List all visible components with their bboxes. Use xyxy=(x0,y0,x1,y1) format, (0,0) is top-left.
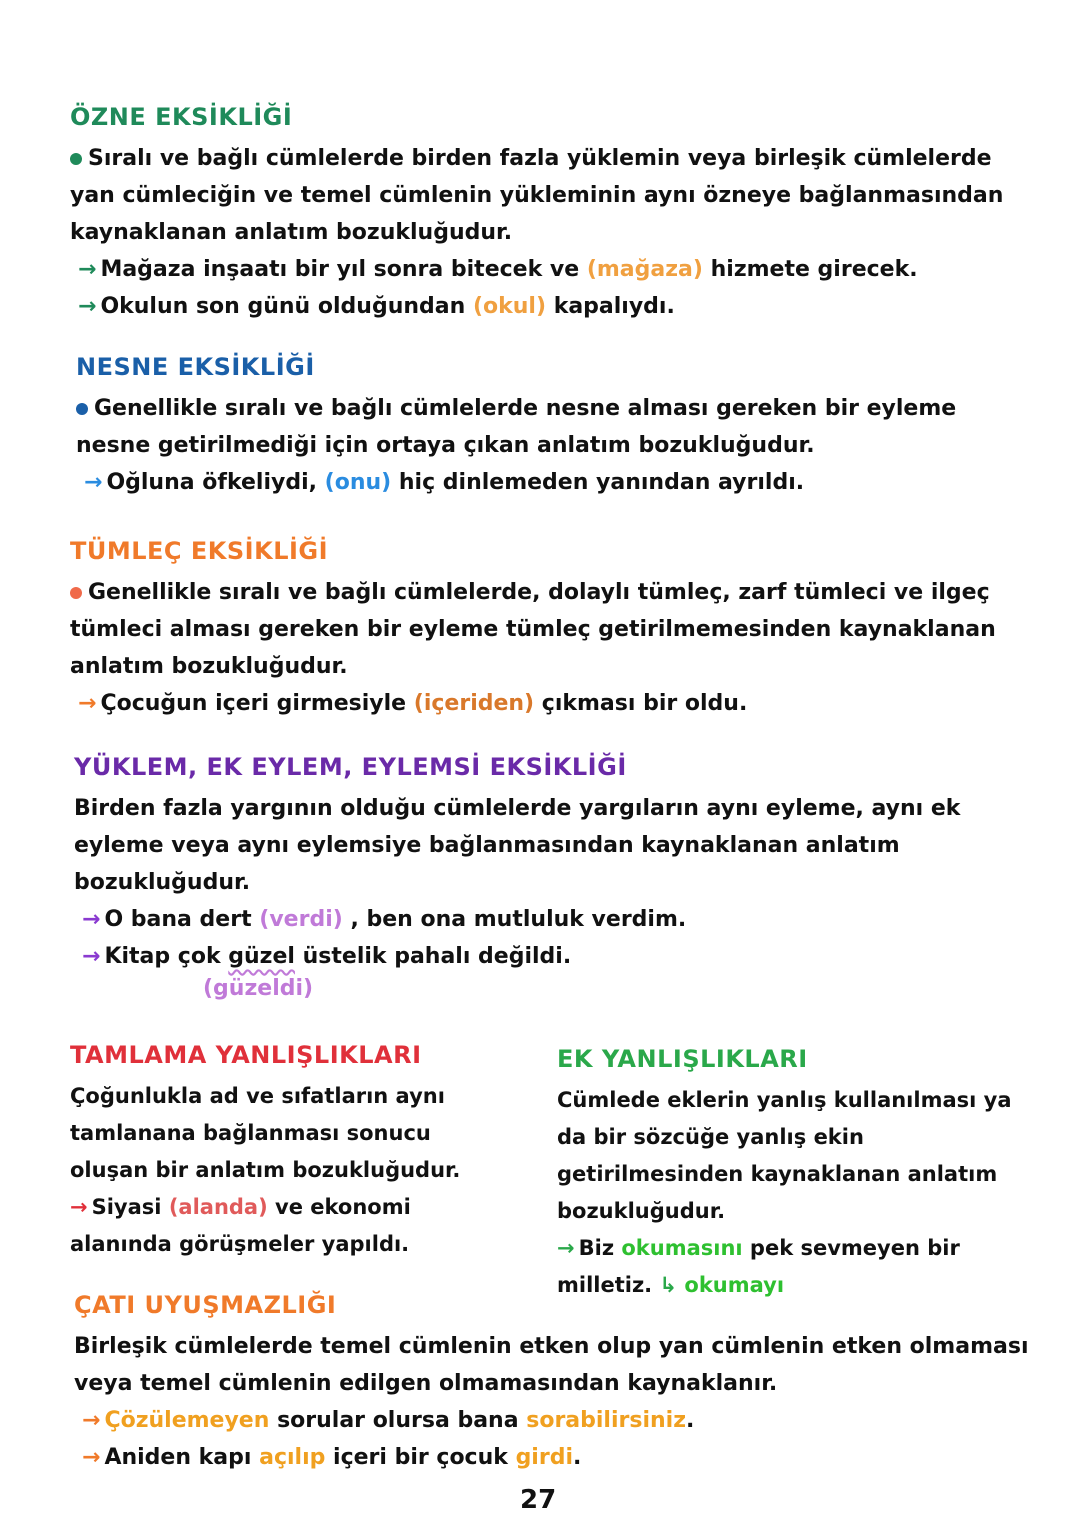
section-title: TAMLAMA YANLIŞLIKLARI xyxy=(70,1041,422,1069)
section-title: NESNE EKSİKLİĞİ xyxy=(76,353,315,381)
section-body: Birden fazla yargının olduğu cümlelerde yargıların aynı eyleme, aynı ek eyleme veya aynı eylemsiye bağlanmasından kaynaklanan anlatım bozukluğudur. xyxy=(74,796,961,895)
arrow-icon: → xyxy=(78,691,97,716)
arrow-icon: → xyxy=(78,294,97,319)
arrow-icon: → xyxy=(82,1408,101,1433)
example-line: → Kitap çok güzel üstelik pahalı değildi. xyxy=(82,944,572,969)
example-line: → Siyasi (alanda) ve ekonomi alanında görüşmeler yapıldı. xyxy=(70,1195,411,1256)
example-line: → Çözülemeyen sorular olursa bana sorabilirsiniz. xyxy=(82,1408,695,1433)
section-title: ÖZNE EKSİKLİĞİ xyxy=(70,103,293,131)
bullet-icon xyxy=(70,153,82,165)
section-body: Sıralı ve bağlı cümlelerde birden fazla yüklemin veya birleşik cümlelerde yan cümleciğin ve temel cümlenin yükleminin aynı özneye bağlanmasından kaynaklanan anlatım bozukluğudur. xyxy=(70,146,1004,245)
bullet-icon xyxy=(76,403,88,415)
arrow-icon: → xyxy=(82,1445,101,1470)
section-title: EK YANLIŞLIKLARI xyxy=(557,1045,808,1073)
example-line: → O bana dert (verdi) , ben ona mutluluk verdim. xyxy=(82,907,687,932)
bullet-icon xyxy=(70,587,82,599)
arrow-icon: → xyxy=(557,1236,575,1260)
section-body: Birleşik cümlelerde temel cümlenin etken olup yan cümlenin etken olmaması veya temel cümlenin edilgen olmamasından kaynaklanır. xyxy=(74,1334,1029,1396)
section-tamlama xyxy=(70,1040,510,1263)
example-line: → Okulun son günü olduğundan (okul) kapalıydı. xyxy=(78,294,675,319)
correction-note: (güzeldi) xyxy=(203,976,314,1001)
section-body: Genellikle sıralı ve bağlı cümlelerde, dolaylı tümleç, zarf tümleci ve ilgeç tümleci alması gereken bir eyleme tümleç getirilmemesinden kaynaklanan anlatım bozukluğudur. xyxy=(70,580,996,679)
section-ek xyxy=(557,1044,1037,1304)
example-line: → Aniden kapı açılıp içeri bir çocuk girdi. xyxy=(82,1445,582,1470)
section-body: Genellikle sıralı ve bağlı cümlelerde nesne alması gereken bir eyleme nesne getirilmediği için ortaya çıkan anlatım bozukluğudur. xyxy=(76,396,957,458)
section-yuklem xyxy=(74,752,1024,975)
arrow-icon: → xyxy=(78,257,97,282)
example-line: → Oğluna öfkeliydi, (onu) hiç dinlemeden yanından ayrıldı. xyxy=(84,470,805,495)
section-title: YÜKLEM, EK EYLEM, EYLEMSİ EKSİKLİĞİ xyxy=(74,753,627,781)
wavy-underline-word: güzel xyxy=(228,944,295,969)
page-number: 27 xyxy=(520,1485,557,1515)
section-cati xyxy=(74,1290,1034,1476)
arrow-icon: → xyxy=(70,1195,88,1219)
section-body: Cümlede eklerin yanlış kullanılması ya da bir sözcüğe yanlış ekin getirilmesinden kaynaklanan anlatım bozukluğudur. xyxy=(557,1088,1012,1223)
curved-arrow-icon: ↳ xyxy=(659,1273,678,1297)
section-ozne xyxy=(70,102,1030,325)
arrow-icon: → xyxy=(82,907,101,932)
section-title: ÇATI UYUŞMAZLIĞI xyxy=(74,1291,337,1319)
section-title: TÜMLEÇ EKSİKLİĞİ xyxy=(70,537,329,565)
section-body: Çoğunlukla ad ve sıfatların aynı tamlanana bağlanması sonucu oluşan bir anlatım bozukluğudur. xyxy=(70,1084,461,1182)
arrow-icon: → xyxy=(84,470,103,495)
section-tumlec xyxy=(70,536,1030,722)
arrow-icon: → xyxy=(82,944,101,969)
example-line: → Mağaza inşaatı bir yıl sonra bitecek ve (mağaza) hizmete girecek. xyxy=(78,257,918,282)
section-nesne xyxy=(76,352,1026,501)
example-line: → Biz okumasını pek sevmeyen bir milletiz. ↳ okumayı xyxy=(557,1236,960,1297)
example-line: → Çocuğun içeri girmesiyle (içeriden) çıkması bir oldu. xyxy=(78,691,748,716)
